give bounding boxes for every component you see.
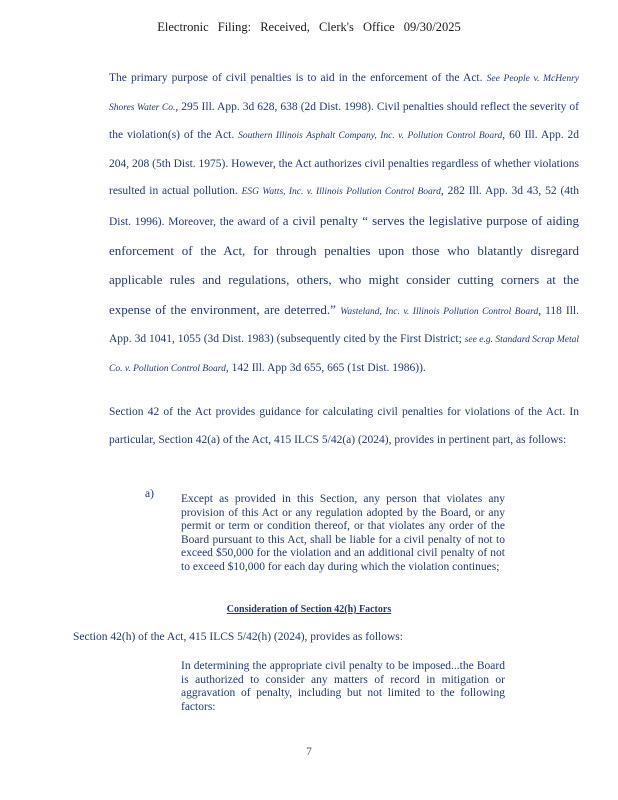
- filing-stamp-header: Electronic Filing: Received, Clerk's Office 09/30/2025: [157, 20, 461, 34]
- section-heading: [0, 604, 618, 615]
- case-citation: Wasteland, Inc. v. Illinois Pollution Control Board: [340, 306, 539, 317]
- block-quote-section-42a: Except as provided in this Section, any person that violates any provision of this Act or any regulation adopted by the Board, or any permit or term or condition thereof, or that violates any order of the Board pursuant to this Act, shall be liable for a civil penalty of not to exceed $50,000 for the violation and an additional civil penalty of not to exceed $10,000 for each day during which the violation continues;: [181, 493, 505, 573]
- paragraph-text: , 282 Ill. App. 3d 43, 52 (4th Dist. 1996). Moreover, the award of: [109, 185, 579, 228]
- case-citation: Southern Illinois Asphalt Company, Inc. v. Pollution Control Board: [238, 131, 503, 142]
- case-citation: ESG Watts, Inc. v. Illinois Pollution Control Board: [241, 187, 441, 198]
- paragraph-text: , 118 Ill. App. 3d 1041, 1055 (3d Dist. 1983) (subsequently cited by the First District;: [109, 304, 580, 346]
- case-citation: see e.g. Standard Scrap Metal Co. v. Pollution Control Board: [109, 335, 579, 374]
- paragraph-text: , 60 Ill. App. 2d 204, 208 (5th Dist. 1975). However, the Act authorizes civil penalties regardless of whether violations resulted in actual pollution.: [109, 129, 579, 198]
- page-number: 7: [306, 746, 312, 758]
- section-heading-text: Consideration of Section 42(h) Factors: [226, 604, 392, 615]
- paragraph-text: , 142 Ill. App 3d 655, 665 (1st Dist. 1986)).: [225, 361, 426, 374]
- paragraph-text: The primary purpose of civil penalties is to aid in the enforcement of the Act.: [109, 72, 487, 84]
- case-citation: See People v. McHenry Shores Water Co.: [109, 74, 579, 113]
- paragraph-text: , 295 Ill. App. 3d 628, 638 (2d Dist. 1998). Civil penalties should reflect the severity of the violation(s) of the Act.: [109, 100, 579, 142]
- paragraph-section-42h: Section 42(h) of the Act, 415 ILCS 5/42(h) (2024), provides as follows:: [73, 631, 403, 643]
- paragraph-section-42: Section 42 of the Act provides guidance for calculating civil penalties for violations of the Act. In particular, Section 42(a) of the Act, 415 ILCS 5/42(a) (2024), provides in pertinent part, as follows:: [109, 406, 579, 446]
- paragraph-civil-penalties: [73, 65, 579, 384]
- block-quote-section-42h: In determining the appropriate civil penalty to be imposed...the Board is authorized to consider any matters of record in mitigation or aggravation of penalty, including but not limited to the following factors:: [181, 660, 505, 713]
- subsection-label: a): [145, 488, 154, 500]
- paragraph-text: a civil penalty “ serves the legislative purpose of aiding enforcement of the Act, for through penalties upon those who blatantly disregard applicable rules and regulations, others, who might consider cutting corners at the expense of the environment, are deterred.”: [109, 212, 580, 317]
